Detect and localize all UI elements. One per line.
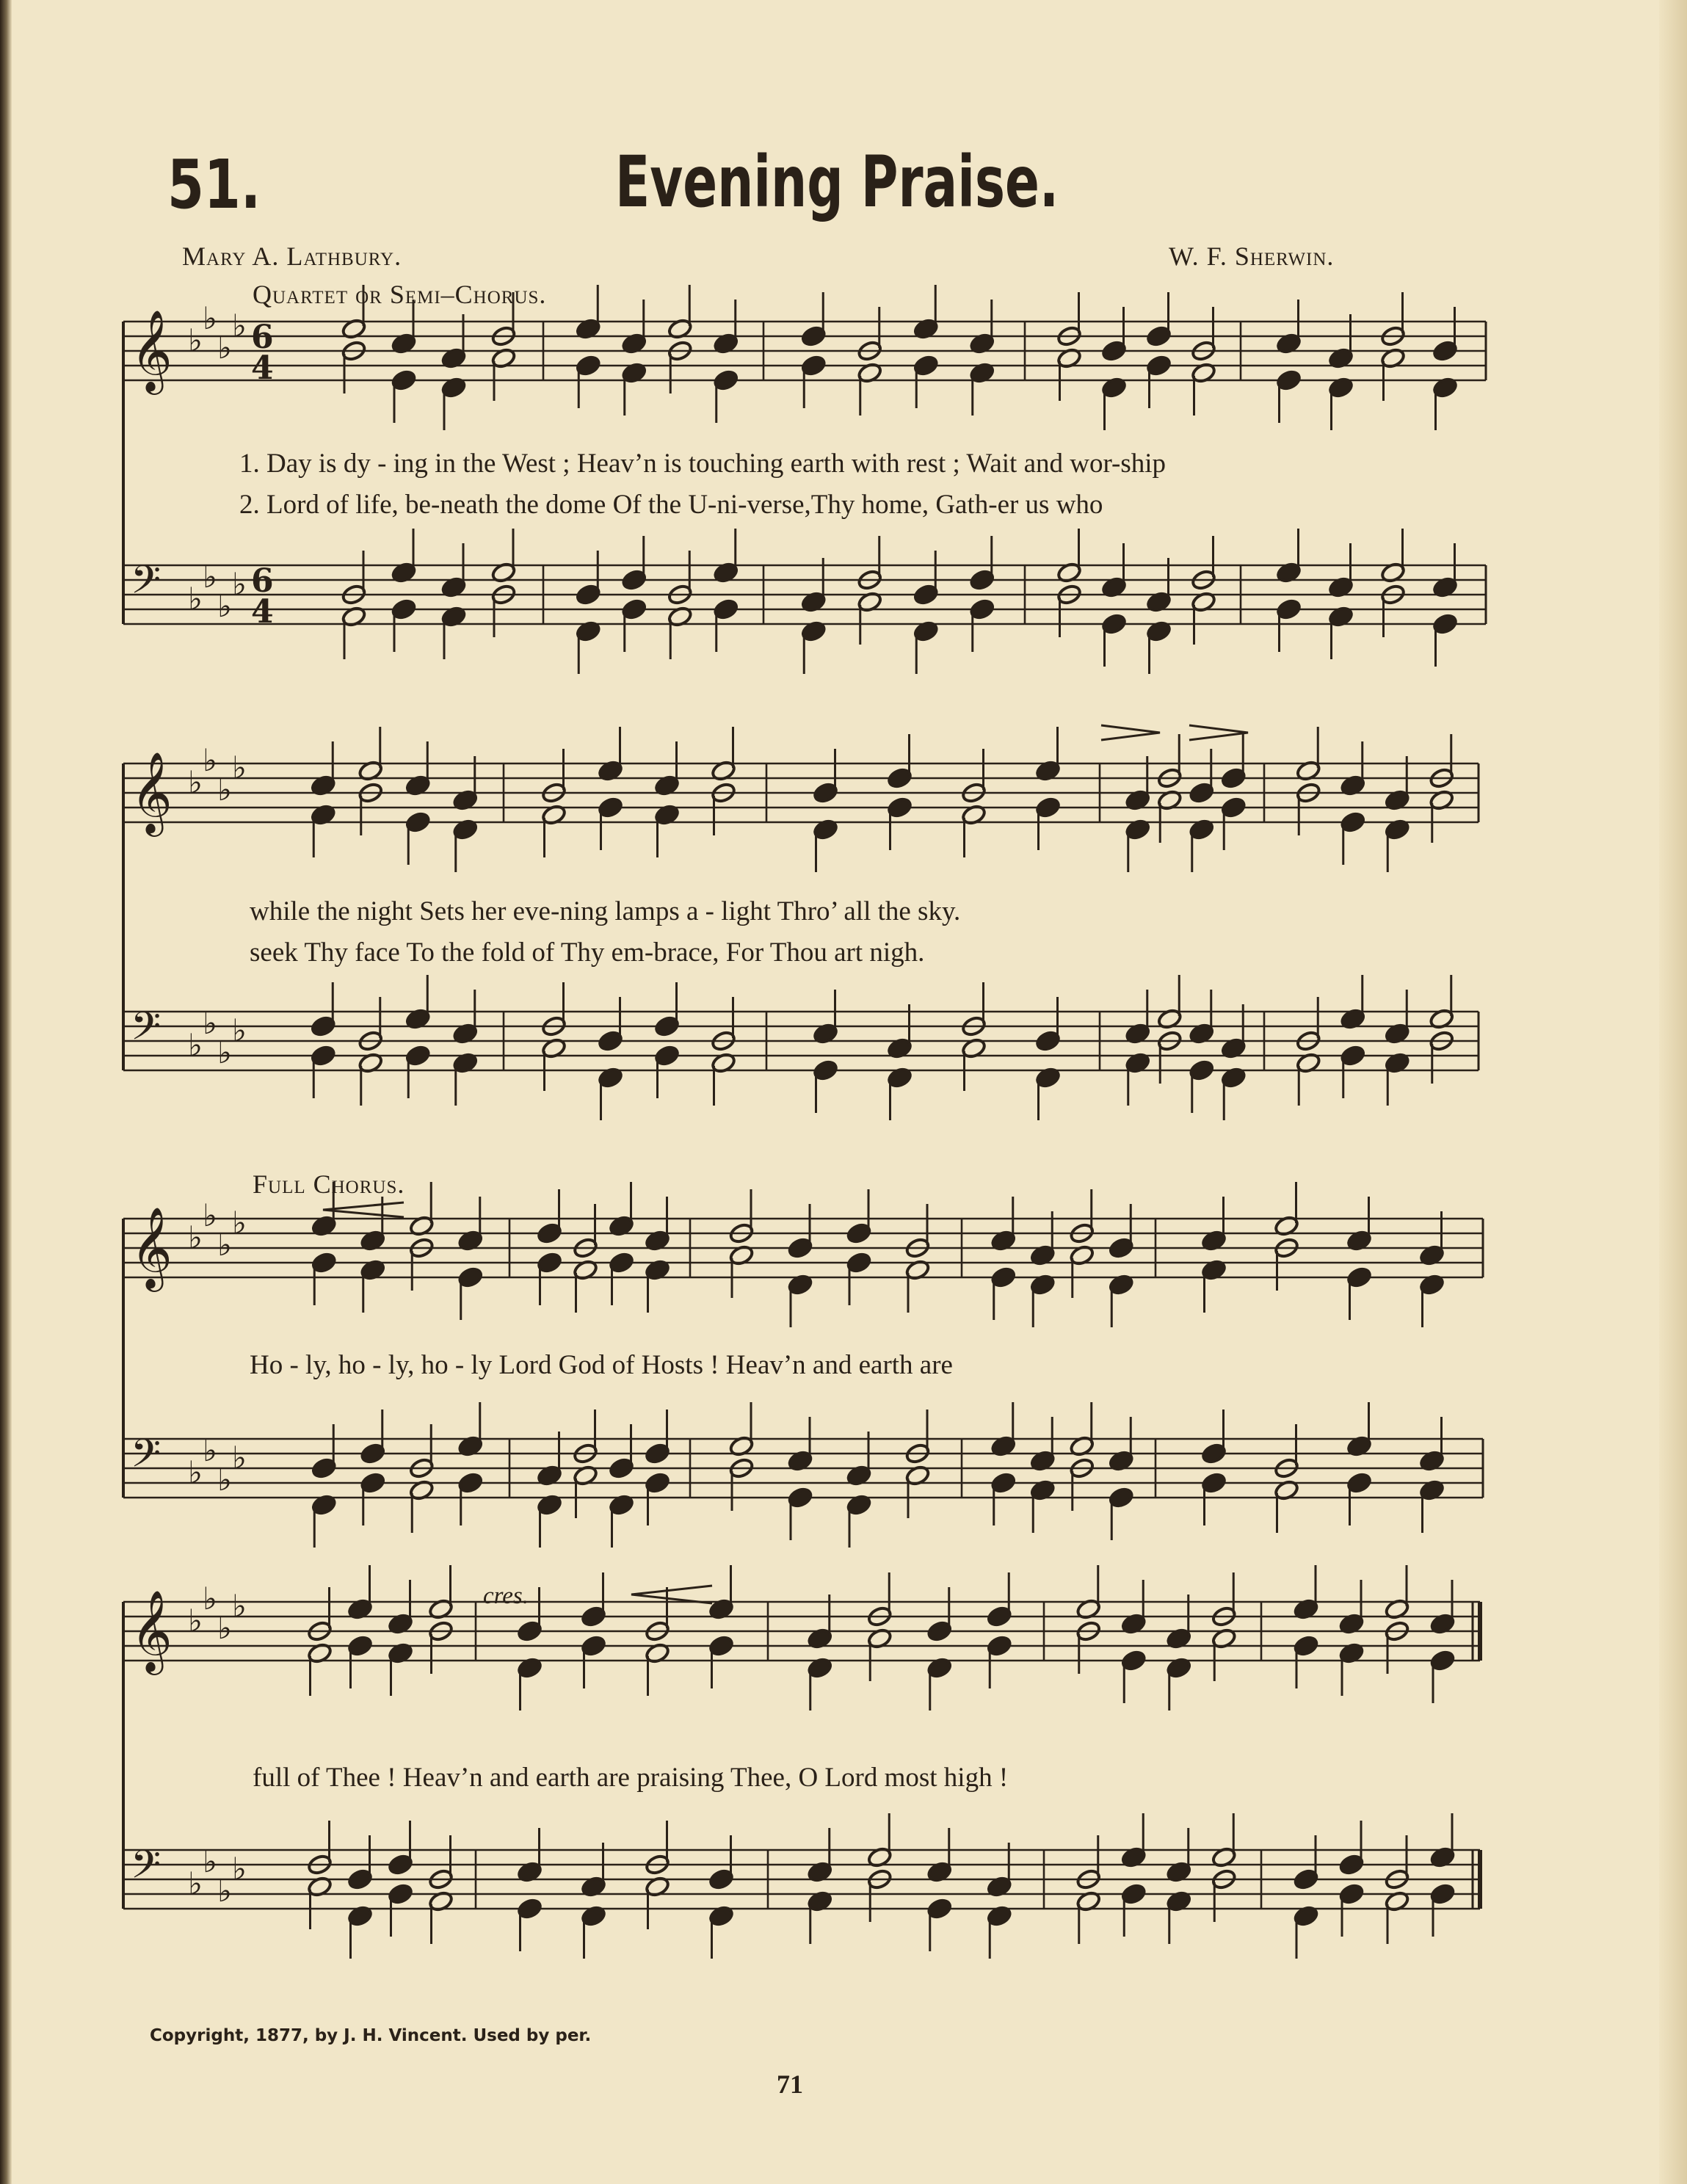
flat-icon: ♭ [188,581,203,617]
flat-icon: ♭ [232,1205,247,1241]
hymn-number: 51. [167,145,261,224]
flat-icon: ♭ [217,588,232,624]
flat-icon: ♭ [203,300,217,336]
flat-icon: ♭ [203,1005,217,1041]
crescendo-hairpin [323,1202,404,1217]
flat-icon: ♭ [217,1227,232,1263]
bass-clef-icon: 𝄢 [131,1843,162,1897]
flat-icon: ♭ [232,750,247,786]
flat-icon: ♭ [188,322,203,358]
crescendo-hairpin [1101,725,1160,740]
time-signature-bottom: 4 [251,593,274,631]
flat-icon: ♭ [188,1603,203,1639]
flat-icon: ♭ [217,1610,232,1646]
decrescendo-hairpin [1189,725,1248,740]
flat-icon: ♭ [188,1219,203,1255]
treble-clef-icon: 𝄞 [131,751,173,833]
lyric-system2-verse2: seek Thy face To the fold of Thy em-brace, For Thou art nigh. [250,937,925,968]
lyric-system1-verse1: 1. Day is dy - ing in the West ; Heav’n is touching earth with rest ; Wait and wor-ship [239,449,1167,479]
flat-icon: ♭ [203,559,217,595]
music-composer: W. F. Sherwin. [1169,242,1335,271]
bass-clef-icon: 𝄢 [131,558,162,612]
flat-icon: ♭ [217,1873,232,1909]
flat-icon: ♭ [232,308,247,344]
flat-icon: ♭ [232,1851,247,1887]
time-signature-bottom: 4 [251,349,274,387]
flat-icon: ♭ [232,1440,247,1476]
flat-icon: ♭ [232,1588,247,1624]
flat-icon: ♭ [203,742,217,778]
copyright-notice: Copyright, 1877, by J. H. Vincent. Used by per. [150,2026,592,2045]
section-label-full-chorus: Full Chorus. [253,1169,405,1199]
crescendo-hairpin [631,1586,712,1603]
flat-icon: ♭ [232,1012,247,1048]
flat-icon: ♭ [188,1454,203,1490]
treble-clef-icon: 𝄞 [131,1206,173,1288]
bass-clef-icon: 𝄢 [131,1432,162,1486]
lyric-system2-verse1: while the night Sets her eve-ning lamps a - light Thro’ all the sky. [250,896,961,926]
time-signature-top: 6 [251,319,274,356]
flat-icon: ♭ [217,772,232,808]
flat-icon: ♭ [203,1432,217,1468]
section-label-quartet: Quartet or Semi–Chorus. [253,280,547,309]
flat-icon: ♭ [232,566,247,602]
lyric-system4: full of Thee ! Heav’n and earth are praising Thee, O Lord most high ! [253,1763,1009,1793]
page-number: 71 [777,2069,803,2099]
flat-icon: ♭ [203,1843,217,1879]
flat-icon: ♭ [217,1034,232,1070]
flat-icon: ♭ [217,1462,232,1498]
flat-icon: ♭ [203,1581,217,1617]
lyric-system3: Ho - ly, ho - ly, ho - ly Lord God of Hosts ! Heav’n and earth are [250,1350,953,1380]
hymn-title: Evening Praise. [615,141,1059,223]
lyric-system1-verse2: 2. Lord of life, be-neath the dome Of the U-ni-verse,Thy home, Gath-er us who [239,490,1103,520]
dynamic-cres: cres. [483,1583,529,1609]
treble-clef-icon: 𝄞 [131,309,173,391]
flat-icon: ♭ [217,330,232,366]
flat-icon: ♭ [188,1027,203,1063]
bass-clef-icon: 𝄢 [131,1004,162,1059]
words-author: Mary A. Lathbury. [182,242,402,271]
treble-clef-icon: 𝄞 [131,1589,173,1672]
flat-icon: ♭ [203,1197,217,1233]
flat-icon: ♭ [188,1865,203,1901]
time-signature-top: 6 [251,562,274,600]
flat-icon: ♭ [188,764,203,800]
